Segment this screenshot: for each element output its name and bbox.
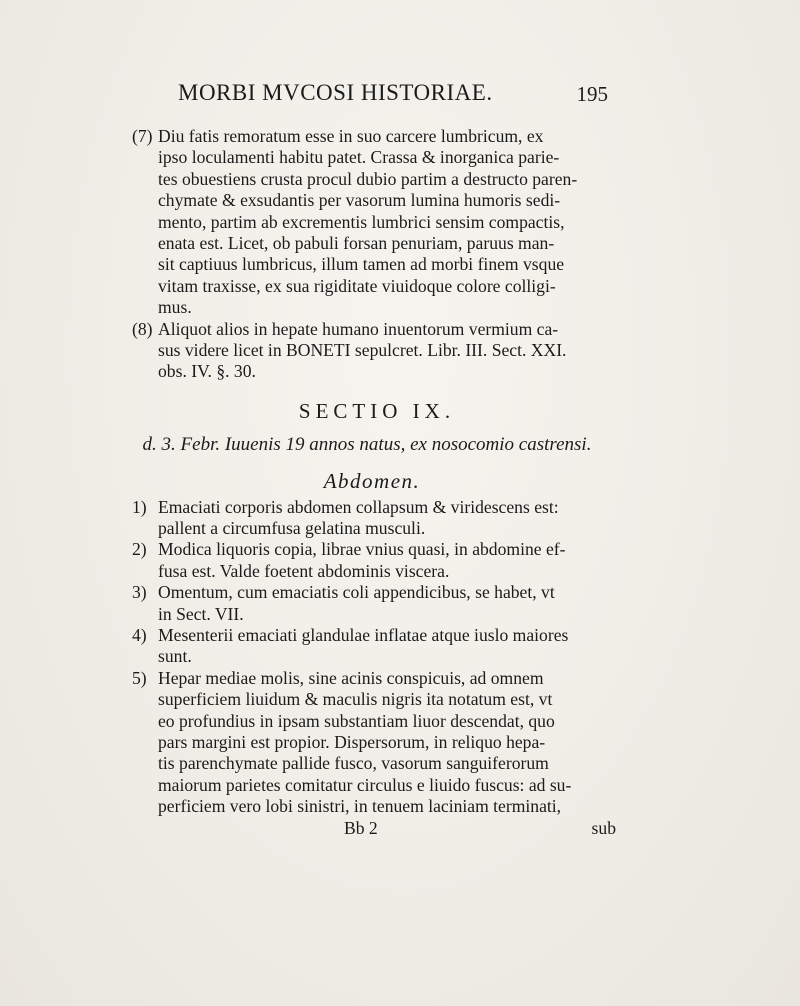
text-line: sunt. — [158, 646, 192, 667]
subsection-title: Abdomen. — [323, 468, 421, 493]
text-line: Hepar mediae molis, sine acinis conspicuis, ad omnem — [158, 667, 544, 688]
text-line: eo profundius in ipsam substantiam liuor descendat, quo — [158, 710, 555, 731]
page-body — [132, 126, 622, 839]
item-number: 5) — [132, 667, 147, 688]
section-title: SECTIO IX. — [298, 398, 456, 423]
text-line: sus videre licet in BONETI sepulcret. Libr. III. Sect. XXI. — [158, 339, 567, 360]
text-line: enata est. Licet, ob pabuli forsan penuriam, paruus man- — [158, 232, 555, 253]
list-item — [132, 625, 622, 668]
text-line: sit captiuus lumbricus, illum tamen ad morbi finem vsque — [158, 254, 565, 275]
item-number: 2) — [132, 539, 147, 560]
item-number: 1) — [132, 496, 147, 517]
list-item — [132, 582, 622, 625]
text-line: pallent a circumfusa gelatina musculi. — [158, 518, 426, 539]
text-line: mus. — [158, 297, 192, 318]
text-line: Omentum, cum emaciatis coli appendicibus, se habet, vt — [158, 582, 555, 603]
text-line: vitam traxisse, ex sua rigiditate viuidoque colore colligi- — [158, 275, 556, 296]
text-line: in Sect. VII. — [158, 603, 244, 624]
signature-mark: Bb 2 — [344, 817, 378, 838]
running-head: MORBI MVCOSI HISTORIAE. — [178, 80, 493, 105]
text-line: fusa est. Valde foetent abdominis viscera. — [158, 560, 450, 581]
item-number: 4) — [132, 625, 147, 646]
text-line: tis parenchymate pallide fusco, vasorum sanguiferorum — [158, 753, 549, 774]
catchword: sub — [591, 817, 616, 838]
text-line: perficiem vero lobi sinistri, in tenuem laciniam terminati, — [158, 796, 562, 817]
page-number: 195 — [576, 82, 608, 106]
note-number: (7) — [132, 126, 153, 146]
text-line: obs. IV. §. 30. — [158, 361, 256, 382]
text-line: maiorum parietes comitatur circulus e liuido fuscus: ad su- — [158, 774, 572, 795]
page-header — [178, 80, 608, 110]
item-number: 3) — [132, 582, 147, 603]
note-paragraph-8 — [132, 319, 622, 383]
note-number: (8) — [132, 318, 153, 339]
text-line: ipso loculamenti habitu patet. Crassa & inorganica parie- — [158, 147, 560, 168]
text-line: pars margini est propior. Dispersorum, in reliquo hepa- — [158, 731, 546, 752]
text-line: mento, partim ab excrementis lumbrici sensim compactis, — [158, 211, 565, 232]
note-paragraph-7 — [132, 126, 622, 319]
text-line: Emaciati corporis abdomen collapsum & viridescens est: — [158, 496, 559, 517]
text-line: Aliquot alios in hepate humano inuentorum vermium ca- — [158, 318, 559, 339]
text-line: Diu fatis remoratum esse in suo carcere lumbricum, ex — [158, 126, 544, 146]
list-item — [132, 668, 622, 818]
text-line: chymate & exsudantis per vasorum lumina humoris sedi- — [158, 190, 561, 211]
text-line: Modica liquoris copia, librae vnius quasi, in abdomine ef- — [158, 539, 566, 560]
case-description: d. 3. Febr. Iuuenis 19 annos natus, ex nosocomio castrensi. — [142, 433, 592, 455]
text-line: superficiem liuidum & maculis nigris ita notatum est, vt — [158, 689, 553, 710]
page-footer — [132, 818, 622, 839]
list-item — [132, 497, 622, 540]
text-line: Mesenterii emaciati glandulae inflatae atque iuslo maiores — [158, 625, 569, 646]
text-line: tes obuestiens crusta procul dubio partim a destructo paren- — [158, 168, 578, 189]
list-item — [132, 539, 622, 582]
